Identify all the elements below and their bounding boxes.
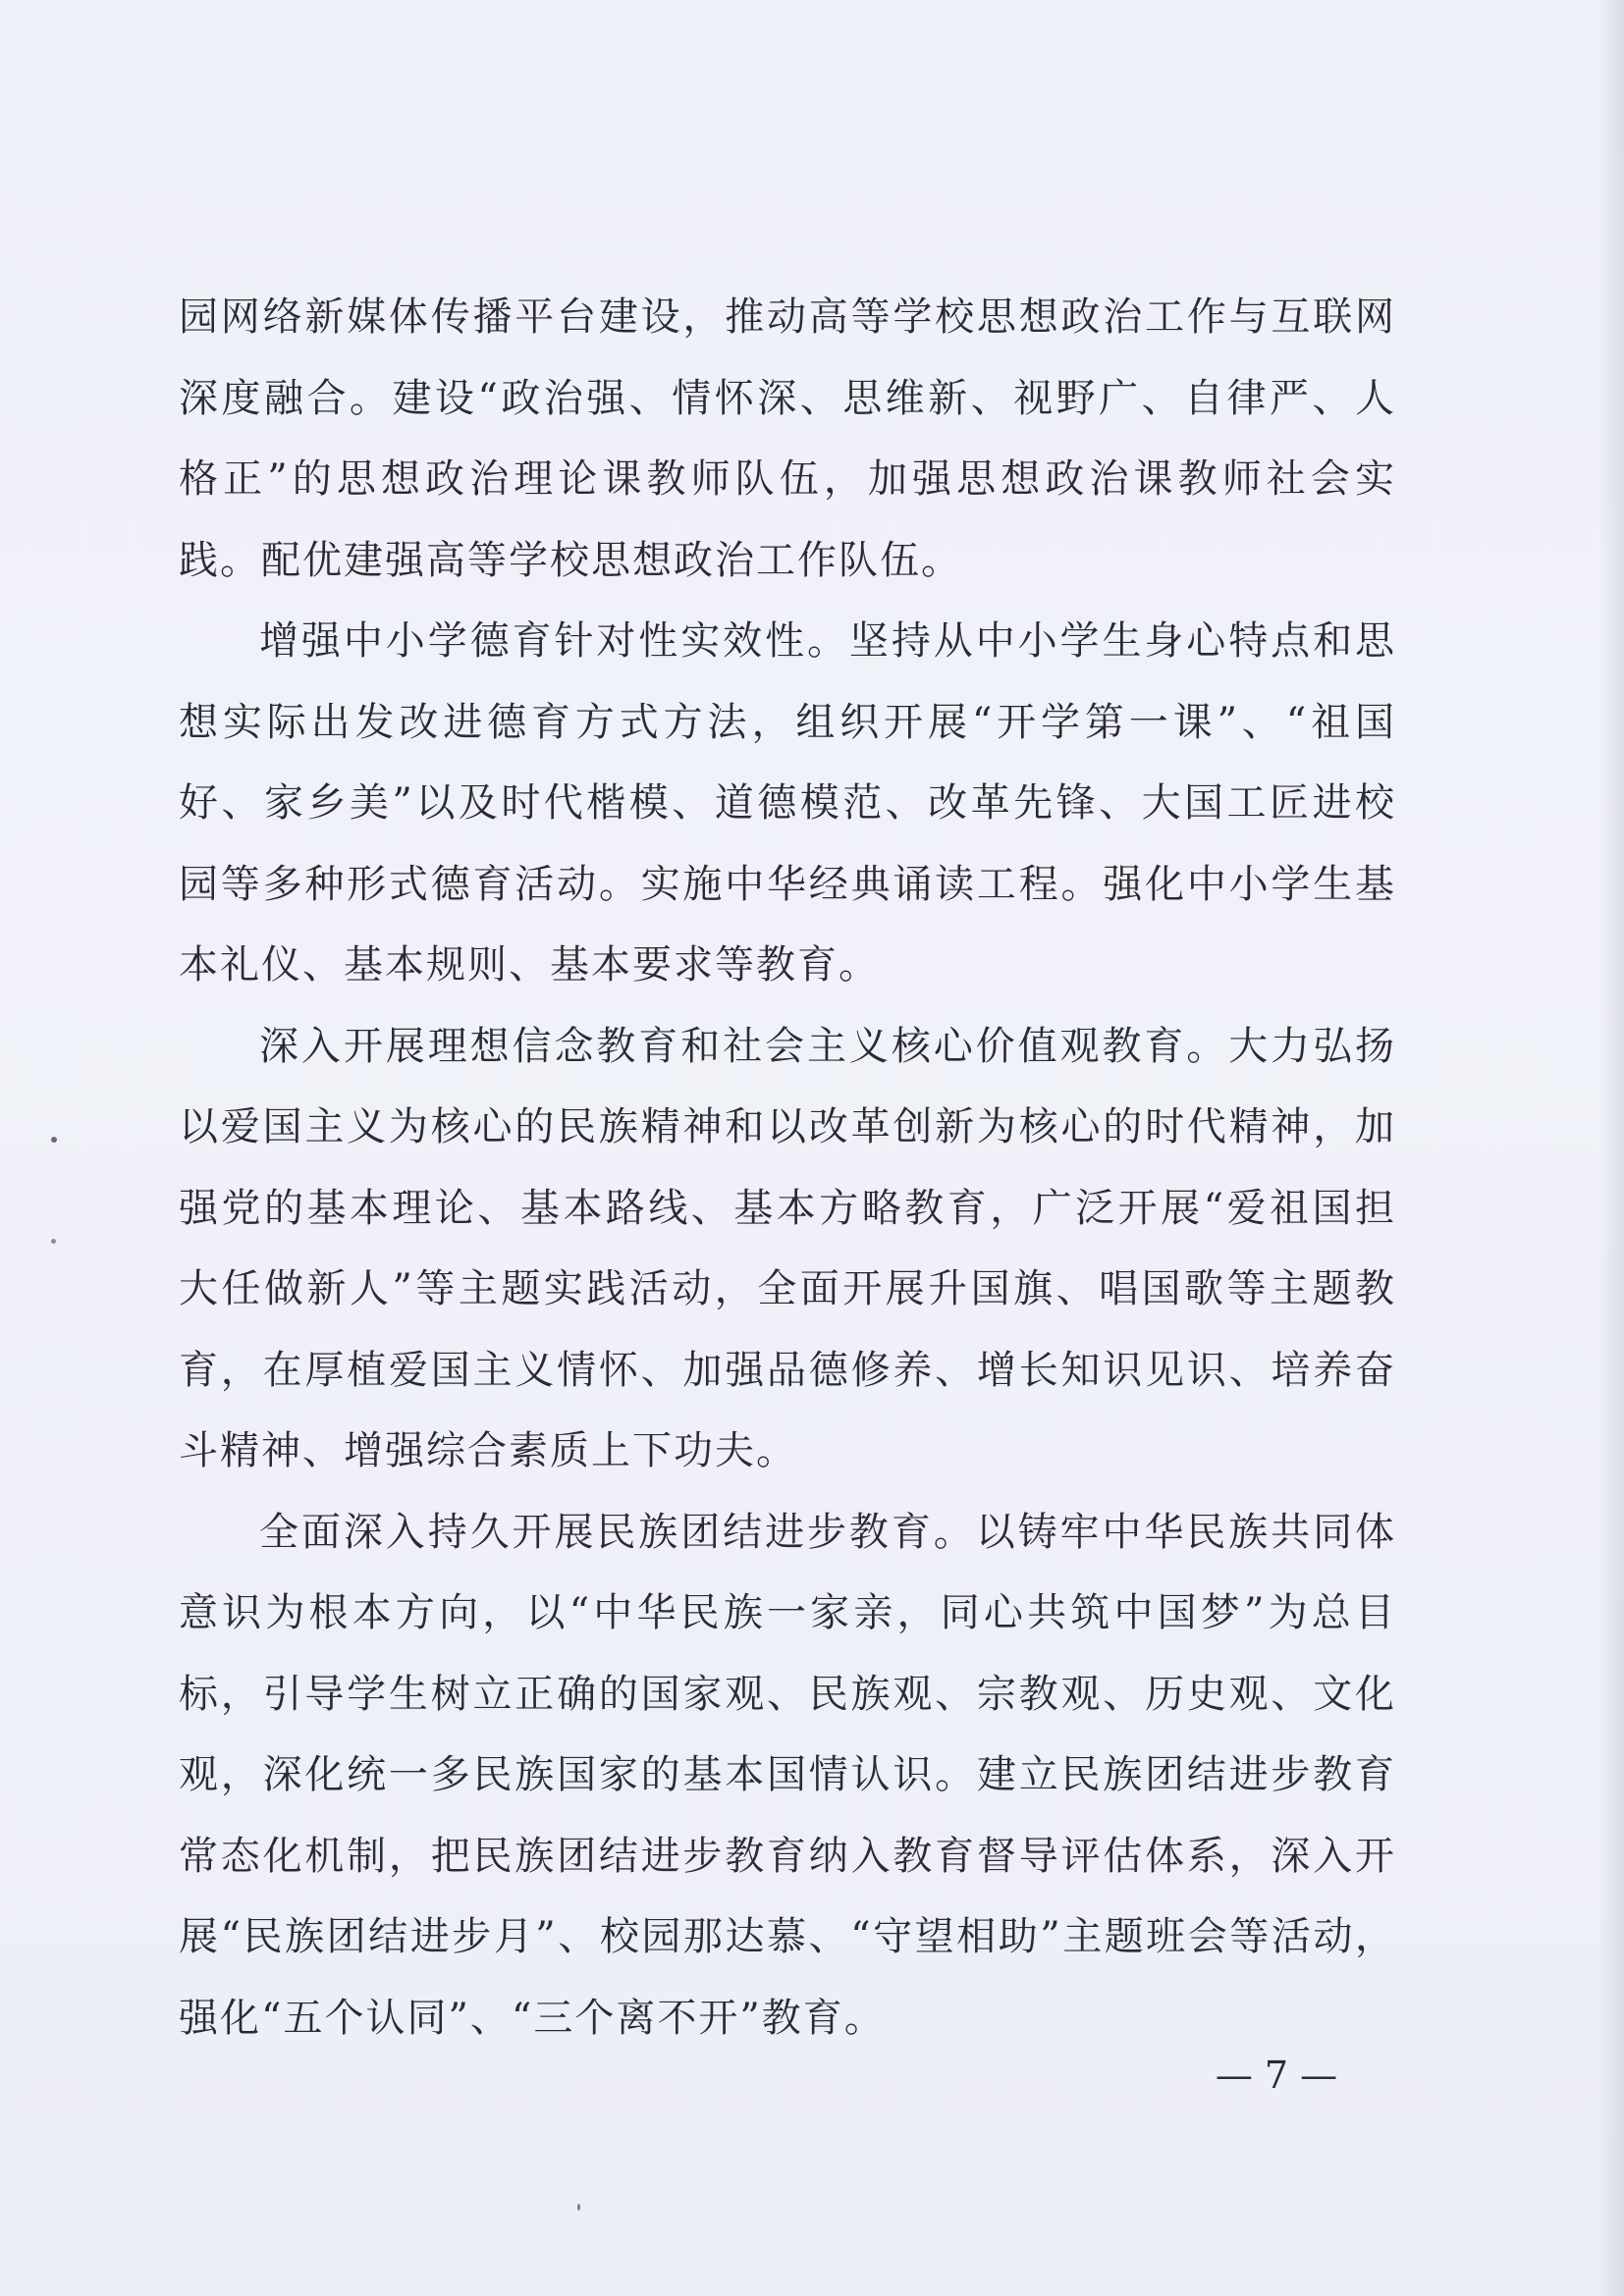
paragraph-1: 园网络新媒体传播平台建设，推动高等学校思想政治工作与互联网深度融合。建设“政治强、情怀深、思维新、视野广、自律严、人格正”的思想政治理论课教师队伍，加强思想政治课教师社会实践。配优建强高等学校思想政治工作队伍。	[179, 294, 1396, 583]
scan-speck	[51, 1137, 57, 1143]
scan-speck	[577, 2204, 580, 2211]
paragraph-4: 全面深入持久开展民族团结进步教育。以铸牢中华民族共同体意识为根本方向，以“中华民族一家亲，同心共筑中国梦”为总目标，引导学生树立正确的国家观、民族观、宗教观、历史观、文化观，深化统一多民族国家的基本国情认识。建立民族团结进步教育常态化机制，把民族团结进步教育纳入教育督导评估体系，深入开展“民族团结进步月”、校园那达慕、“守望相助”主题班会等活动，强化“五个认同”、“三个离不开”教育。	[179, 1509, 1396, 2041]
paragraph-2: 增强中小学德育针对性实效性。坚持从中小学生身心特点和思想实际出发改进德育方式方法，组织开展“开学第一课”、“祖国好、家乡美”以及时代楷模、道德模范、改革先锋、大国工匠进校园等多种形式德育活动。实施中华经典诵读工程。强化中小学生基本礼仪、基本规则、基本要求等教育。	[179, 618, 1396, 988]
scan-speck	[51, 1239, 56, 1244]
body-text	[179, 277, 1396, 2058]
page-number: — 7 —	[1215, 2054, 1338, 2097]
paragraph-3: 深入开展理想信念教育和社会主义核心价值观教育。大力弘扬以爱国主义为核心的民族精神和以改革创新为核心的时代精神，加强党的基本理论、基本路线、基本方略教育，广泛开展“爱祖国担大任做新人”等主题实践活动，全面开展升国旗、唱国歌等主题教育，在厚植爱国主义情怀、加强品德修养、增长知识见识、培养奋斗精神、增强综合素质上下功夫。	[179, 1023, 1396, 1473]
